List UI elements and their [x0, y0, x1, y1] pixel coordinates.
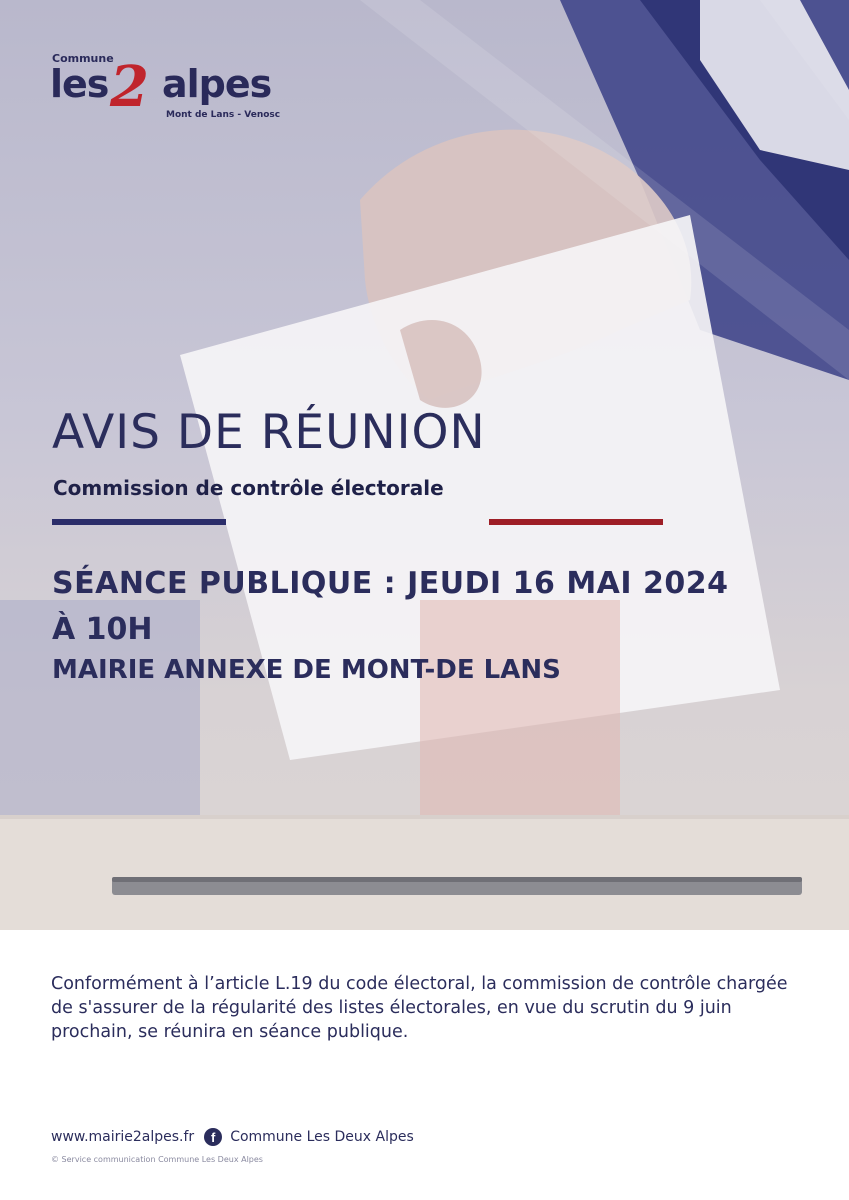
session-location: MAIRIE ANNEXE DE MONT-DE LANS — [52, 655, 561, 685]
commune-logo — [50, 52, 290, 124]
session-date: SÉANCE PUBLIQUE : JEUDI 16 MAI 2024 — [52, 566, 729, 601]
footer — [51, 1128, 414, 1146]
divider-blue — [52, 519, 226, 525]
copyright: © Service communication Commune Les Deux Alpes — [51, 1155, 263, 1164]
facebook-icon: f — [204, 1128, 222, 1146]
notice-title: AVIS DE RÉUNION — [52, 405, 486, 460]
logo-alpes: alpes — [162, 62, 272, 106]
divider-red — [489, 519, 663, 525]
logo-les: les — [50, 62, 109, 106]
facebook-page-link[interactable]: Commune Les Deux Alpes — [230, 1129, 414, 1145]
logo-two: 2 — [110, 54, 149, 120]
logo-subtitle: Mont de Lans - Venosc — [166, 110, 281, 120]
session-time: À 10H — [52, 612, 153, 647]
logo-commune-label: Commune — [52, 52, 114, 65]
notice-subtitle: Commission de contrôle électorale — [53, 476, 444, 500]
website-link[interactable]: www.mairie2alpes.fr — [51, 1129, 195, 1145]
notice-body: Conformément à l’article L.19 du code électoral, la commission de contrôle chargée de s'assurer de la régularité des listes électorales, en vue du scrutin du 9 juin prochain, se réunira en séance publique. — [51, 974, 788, 1042]
